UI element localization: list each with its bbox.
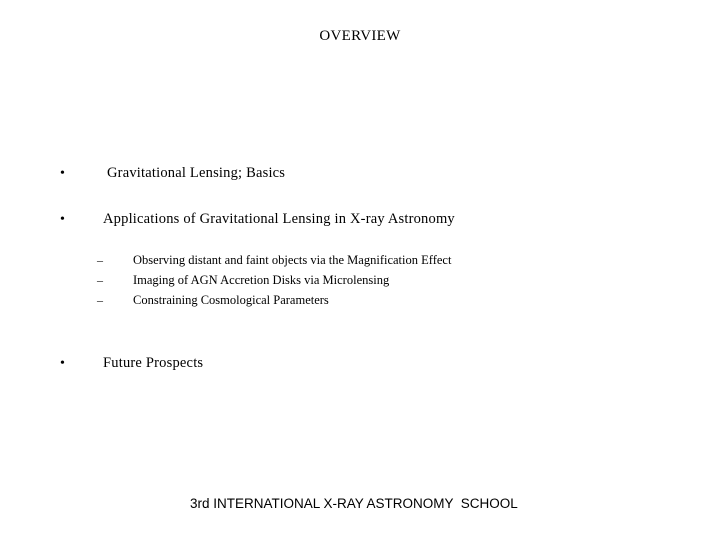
sub-item-microlensing: Imaging of AGN Accretion Disks via Microlensing	[133, 273, 390, 287]
slide-title: OVERVIEW	[319, 28, 401, 44]
slide-footer: 3rd INTERNATIONAL X-RAY ASTRONOMY SCHOOL	[190, 496, 518, 511]
sub-item-magnification: Observing distant and faint objects via the Magnification Effect	[133, 253, 452, 267]
bullet-marker: •	[60, 212, 65, 227]
sub-item-cosmology: Constraining Cosmological Parameters	[133, 293, 329, 307]
bullet-item-basics: Gravitational Lensing; Basics	[107, 165, 286, 181]
bullet-item-applications: Applications of Gravitational Lensing in X-ray Astronomy	[103, 211, 455, 227]
bullet-item-future: Future Prospects	[103, 355, 204, 371]
sub-bullet-marker: –	[97, 293, 103, 307]
bullet-marker: •	[60, 356, 65, 371]
sub-bullet-marker: –	[97, 253, 103, 267]
sub-bullet-marker: –	[97, 273, 103, 287]
bullet-marker: •	[60, 166, 65, 181]
